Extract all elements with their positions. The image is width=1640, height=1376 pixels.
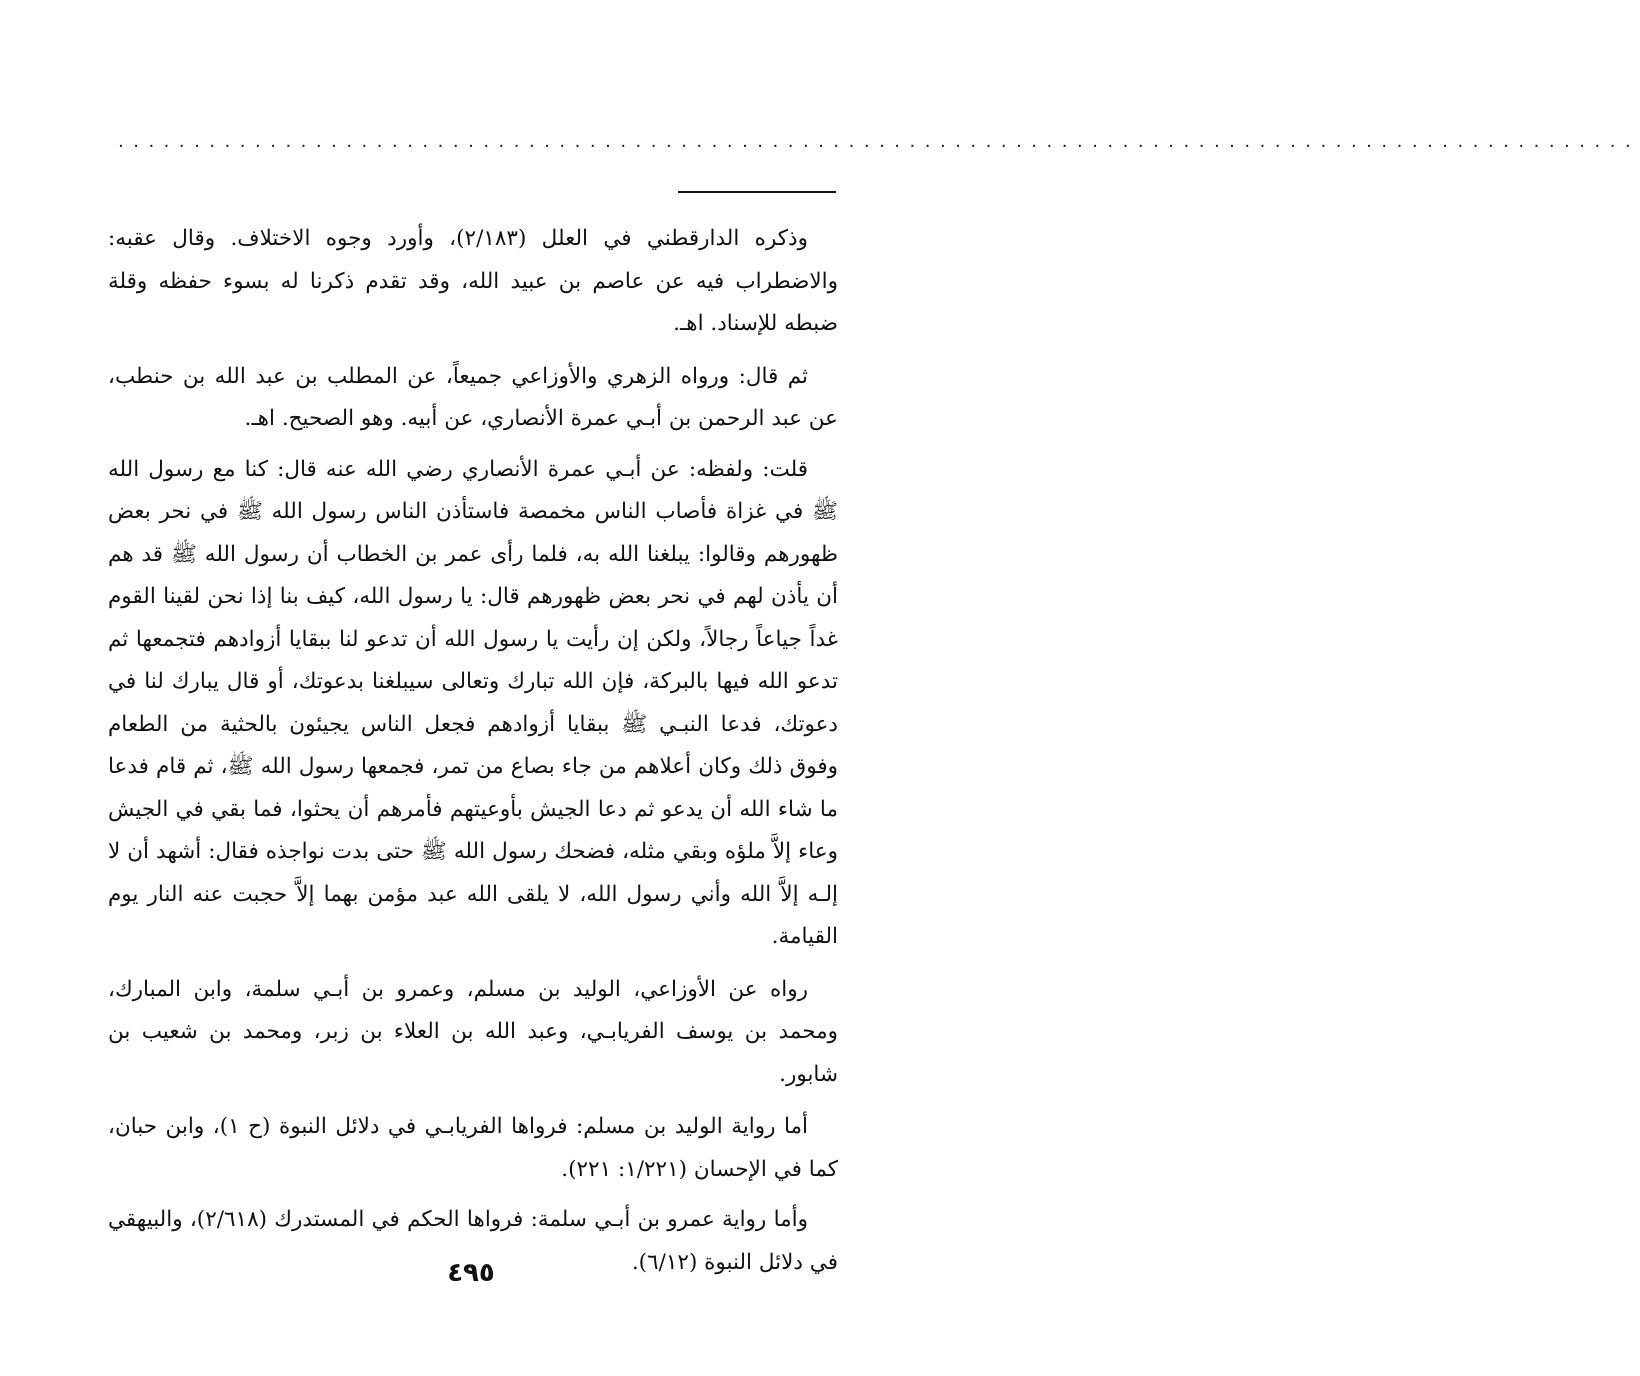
paragraph-amr-riwaya: وأما رواية عمرو بن أبـي سلمة: فرواها الحكم في المستدرك (٢/٦١٨)، والبيهقي في دلائل النبوة (٦/١٢). — [108, 1207, 838, 1275]
footnote-body — [108, 218, 838, 1294]
paragraph-zuhri: ثم قال: ورواه الزهري والأوزاعي جميعاً، عن المطلب بن عبد الله بن حنطب، عن عبد الرحمن بن أبـي عمرة الأنصاري، عن أبيه. وهو الصحيح. اهـ. — [108, 363, 838, 431]
paragraph-walid-riwaya: أما رواية الوليد بن مسلم: فرواها الفريابـي في دلائل النبوة (ح ١)، وابن حبان، كما في الإحسان (١/٢٢١: ٢٢١). — [108, 1114, 838, 1182]
dotted-separator: .................................................................................................... — [118, 131, 1640, 152]
paragraph-hadith-text: قلت: ولفظه: عن أبـي عمرة الأنصاري رضي الله عنه قال: كنا مع رسول الله ﷺ في غزاة فأصاب الناس مخمصة فاستأذن الناس رسول الله ﷺ في نحر بعض ظهورهم وقالوا: يبلغنا الله به، فلما رأى عمر بن الخطاب أن رسول الله ﷺ قد هم أن يأذن لهم في نحر بعض ظهورهم قال: يا رسول الله، كيف بنا إذا نحن لقينا القوم غداً جياعاً رجالاً، ولكن إن رأيت يا رسول الله أن تدعو لنا ببقايا أزوادهم فتجمعها ثم تدعو الله فيها بالبركة، فإن الله تبارك وتعالى سيبلغنا بدعوتك، أو قال يبارك لنا في دعوتك، فدعا النبـي ﷺ ببقايا أزوادهم فجعل الناس يجيئون بالحثية من الطعام وفوق ذلك وكان أعلاهم من جاء بصاع من تمر، فجمعها رسول الله ﷺ، ثم قام فدعا ما شاء الله أن يدعو ثم دعا الجيش بأوعيتهم فأمرهم أن يحثوا، فما بقي في الجيش وعاء إلاَّ ملؤه وبقي مثله، فضحك رسول الله ﷺ حتى بدت نواجذه فقال: أشهد أن لا إلـه إلاَّ الله وأني رسول الله، لا يلقى الله عبد مؤمن بهما إلاَّ حجبت عنه النار يوم القيامة. — [108, 456, 838, 949]
footnote-rule — [678, 191, 836, 193]
paragraph-narrators: رواه عن الأوزاعي، الوليد بن مسلم، وعمرو بن أبـي سلمة، وابن المبارك، ومحمد بن يوسف الفريابـي، وعبد الله بن العلاء بن زبر، ومحمد بن شعيب بن شابور. — [108, 976, 838, 1087]
page-number: ٤٩٥ — [447, 1258, 495, 1288]
paragraph-daraqutni: وذكره الدارقطني في العلل (٢/١٨٣)، وأورد وجوه الاختلاف. وقال عقبه: والاضطراب فيه عن عاصم بن عبيد الله، وقد تقدم ذكرنا له بسوء حفظه وقلة ضبطه للإسناد. اهـ. — [108, 226, 838, 336]
